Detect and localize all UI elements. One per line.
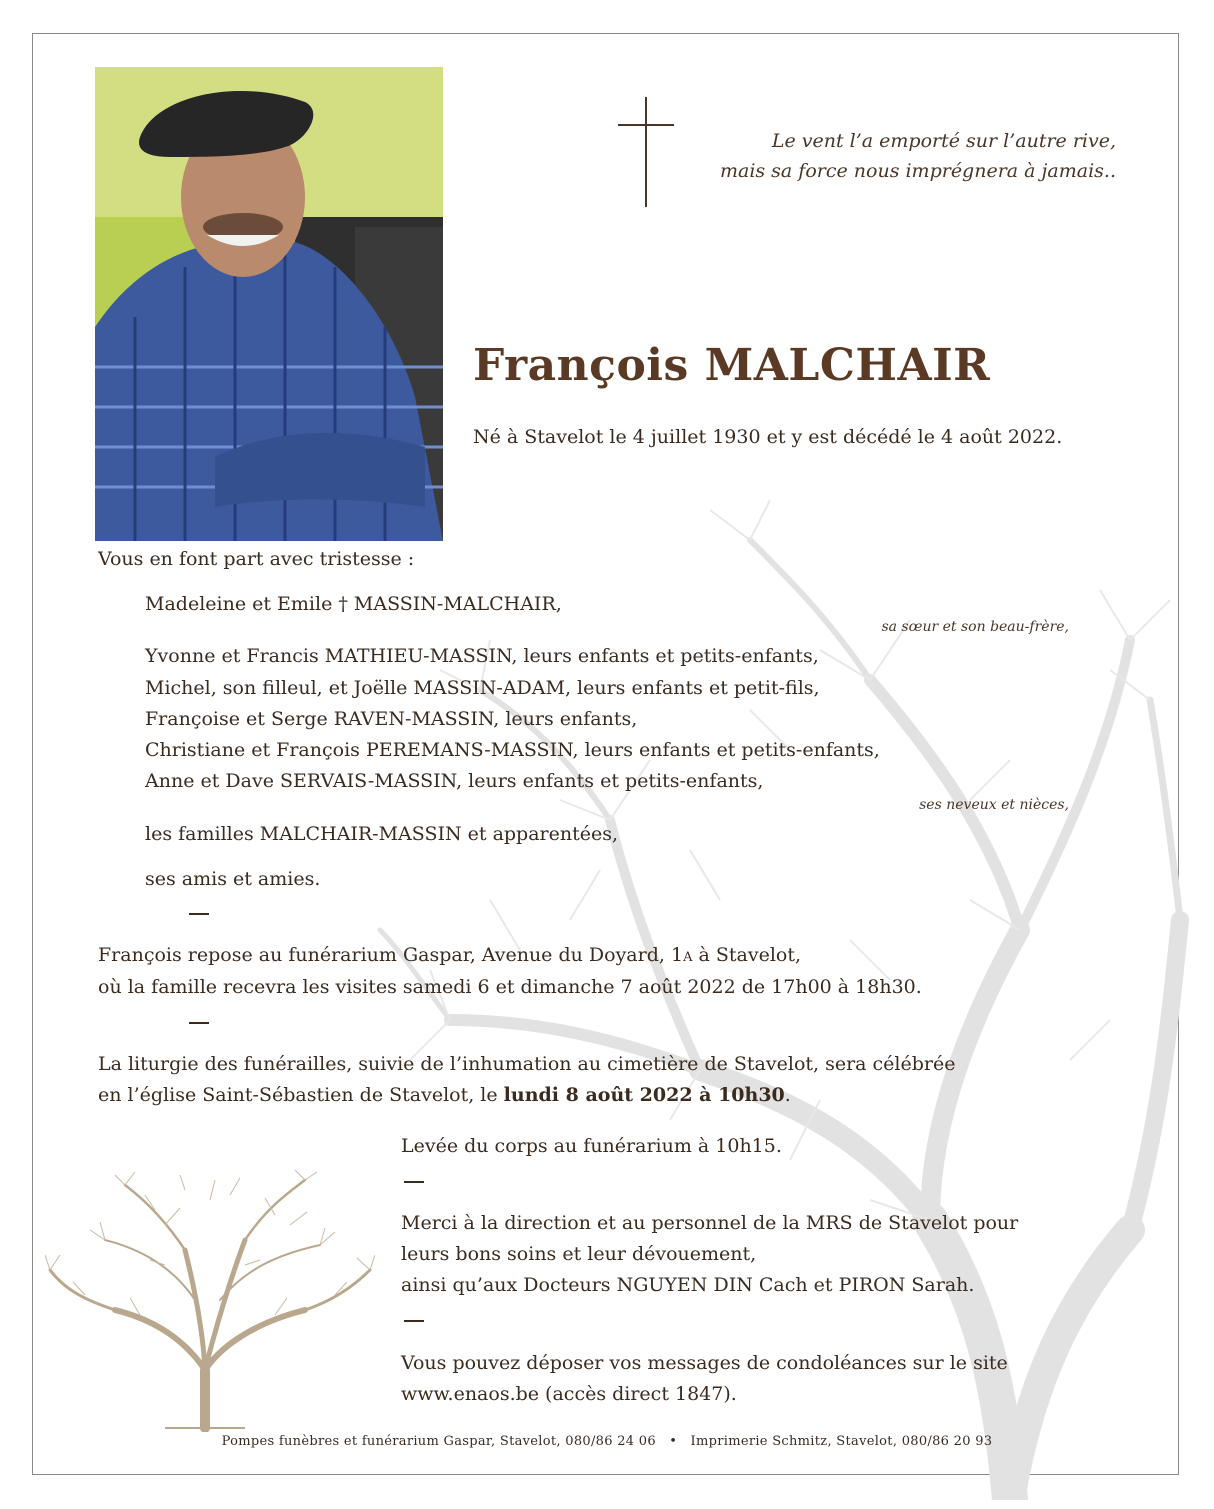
footer	[0, 1434, 1214, 1449]
nephew-line-1: Yvonne et Francis MATHIEU-MASSIN, leurs enfants et petits-enfants,	[145, 645, 819, 667]
nephews-relation-label: ses neveux et nièces,	[919, 797, 1069, 813]
thanks-line-1: Merci à la direction et au personnel de la MRS de Stavelot pour	[401, 1212, 1019, 1234]
liturgy-text-c: .	[784, 1084, 791, 1106]
footer-funeral-home: Pompes funèbres et funérarium Gaspar, Stavelot, 080/86 24 06	[221, 1434, 656, 1449]
visitation-line-1	[98, 940, 801, 971]
families-line: les familles MALCHAIR-MASSIN et apparentées,	[145, 823, 619, 845]
separator-dash	[189, 913, 209, 915]
visitation-text-b: à Stavelot,	[692, 944, 802, 966]
visitation-text-a: François repose au funérarium Gaspar, Avenue du Doyard, 1	[98, 944, 684, 966]
separator-dash	[189, 1022, 209, 1024]
announcement-intro: Vous en font part avec tristesse :	[98, 548, 415, 570]
footer-bullet: •	[669, 1434, 678, 1449]
birth-death-line: Né à Stavelot le 4 juillet 1930 et y est décédé le 4 août 2022.	[473, 426, 1063, 448]
deceased-name: François MALCHAIR	[473, 340, 991, 391]
quote-line-1: Le vent l’a emporté sur l’autre rive,	[771, 130, 1116, 152]
condolences-line-1: Vous pouvez déposer vos messages de condoléances sur le site	[401, 1352, 1008, 1374]
friends-line: ses amis et amies.	[145, 868, 321, 890]
nephew-line-2: Michel, son filleul, et Joëlle MASSIN-ADAM, leurs enfants et petit-fils,	[145, 677, 820, 699]
thanks-line-2: leurs bons soins et leur dévouement,	[401, 1243, 757, 1265]
liturgy-line-2	[98, 1080, 791, 1111]
nephew-line-3: Françoise et Serge RAVEN-MASSIN, leurs enfants,	[145, 708, 638, 730]
quote-line-2: mais sa force nous imprégnera à jamais..	[719, 160, 1116, 182]
memorial-quote	[720, 126, 1116, 186]
visitation-line-2: où la famille recevra les visites samedi 6 et dimanche 7 août 2022 de 17h00 à 18h30.	[98, 976, 922, 998]
footer-printer: Imprimerie Schmitz, Stavelot, 080/86 20 93	[690, 1434, 993, 1449]
portrait-photo	[95, 67, 443, 541]
liturgy-text-a: en l’église Saint-Sébastien de Stavelot, le	[98, 1084, 504, 1106]
nephew-line-4: Christiane et François PEREMANS-MASSIN, leurs enfants et petits-enfants,	[145, 739, 880, 761]
cross-icon	[618, 97, 674, 207]
small-tree-illustration	[45, 1170, 375, 1432]
thanks-line-3: ainsi qu’aux Docteurs NGUYEN DIN Cach et PIRON Sarah.	[401, 1274, 975, 1296]
family-sister-line: Madeleine et Emile † MASSIN-MALCHAIR,	[145, 593, 562, 615]
liturgy-date-bold: lundi 8 août 2022 à 10h30	[503, 1084, 785, 1106]
levee-line: Levée du corps au funérarium à 10h15.	[401, 1135, 782, 1157]
visitation-small-caps: a	[683, 944, 693, 966]
sister-relation-label: sa sœur et son beau-frère,	[881, 619, 1069, 635]
nephew-line-5: Anne et Dave SERVAIS-MASSIN, leurs enfants et petits-enfants,	[145, 770, 764, 792]
separator-dash	[404, 1181, 424, 1183]
condolences-line-2: www.enaos.be (accès direct 1847).	[401, 1383, 737, 1405]
liturgy-line-1: La liturgie des funérailles, suivie de l’inhumation au cimetière de Stavelot, sera célébrée	[98, 1053, 956, 1075]
separator-dash	[404, 1320, 424, 1322]
